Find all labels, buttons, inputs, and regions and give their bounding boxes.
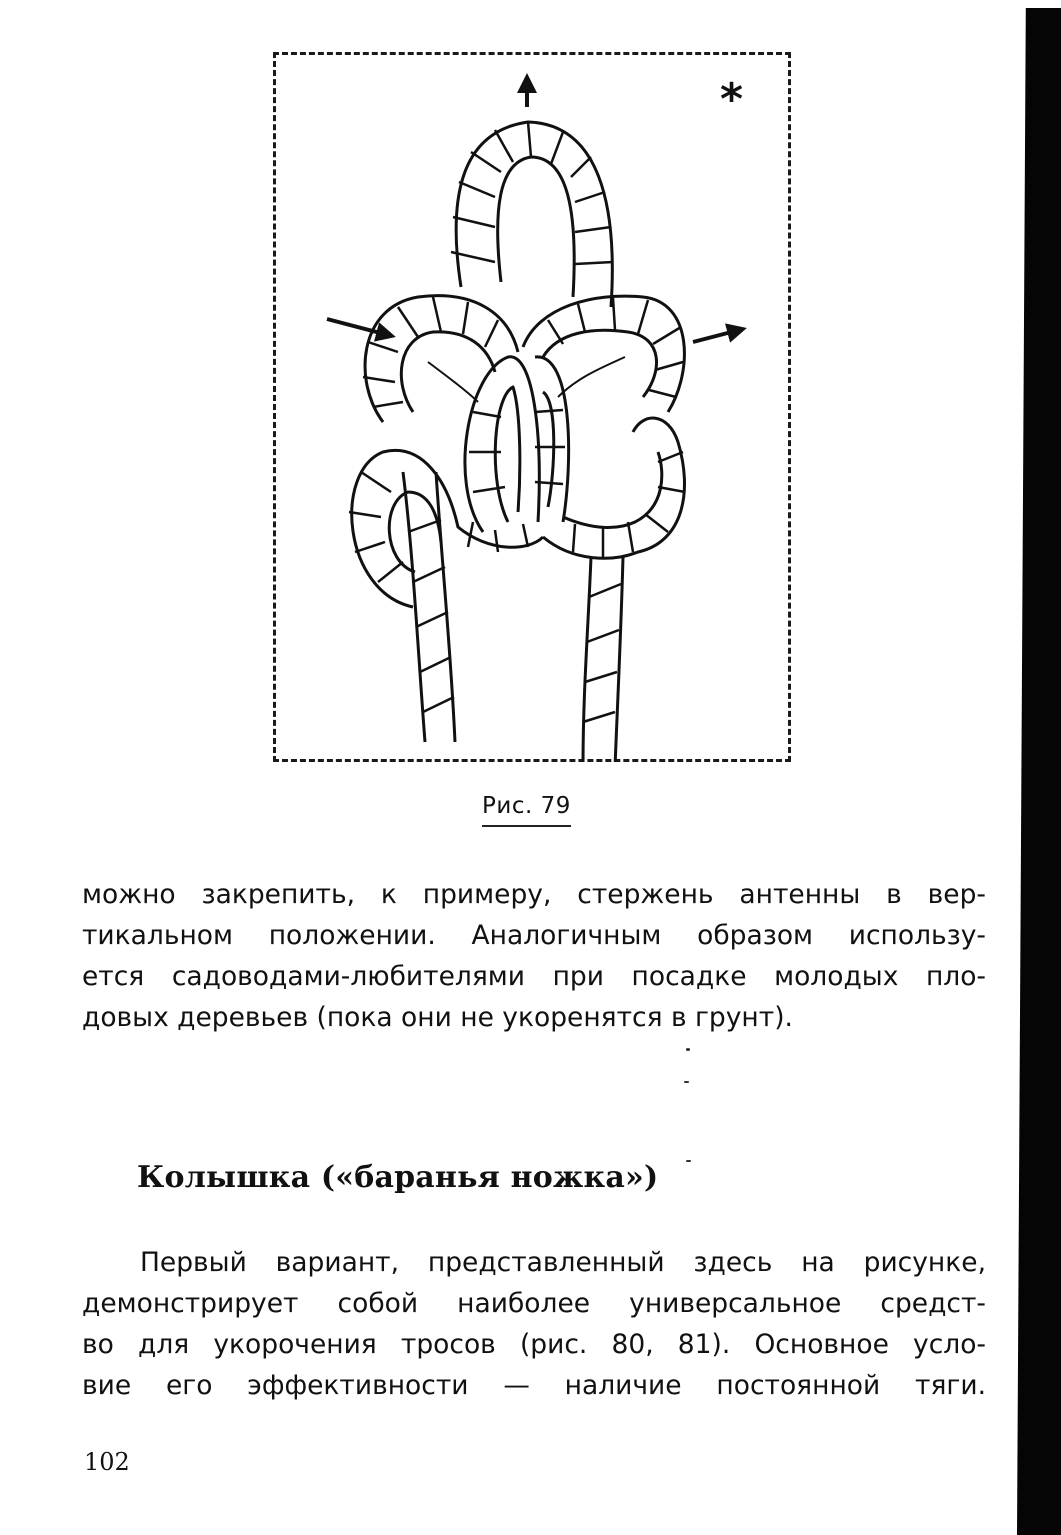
arrow-right-icon	[693, 329, 743, 342]
text-line: ется садоводами-любителями при посадке молодых пло-	[82, 961, 986, 992]
knot-illustration	[273, 52, 791, 762]
text-line: демонстрирует собой наиболее универсальное средст-	[82, 1288, 986, 1319]
scan-edge-border	[1017, 8, 1061, 1535]
text-line: во для укорочения тросов (рис. 80, 81). Основное усло-	[82, 1329, 986, 1360]
figure-caption: Рис. 79	[482, 793, 571, 827]
paragraph-antenna-usage	[82, 874, 986, 1038]
scan-speck	[686, 1048, 690, 1051]
text-line: можно закрепить, к примеру, стержень антенны в вер-	[82, 879, 986, 910]
paragraph-sheepshank-intro	[82, 1242, 986, 1406]
text-line: тикальном положении. Аналогичным образом использу-	[82, 920, 986, 951]
scan-speck	[686, 1160, 691, 1162]
arrow-left-icon	[327, 319, 392, 336]
page-number: 102	[84, 1448, 130, 1476]
text-line: вие его эффективности — наличие постоянной тяги.	[82, 1370, 986, 1401]
figure-asterisk-marker: *	[720, 74, 744, 125]
text-line: Первый вариант, представленный здесь на рисунке,	[140, 1247, 986, 1278]
scan-speck	[684, 1081, 689, 1083]
section-heading: Колышка («баранья ножка»)	[137, 1160, 659, 1195]
text-line: довых деревьев (пока они не укоренятся в грунт).	[82, 1002, 793, 1033]
